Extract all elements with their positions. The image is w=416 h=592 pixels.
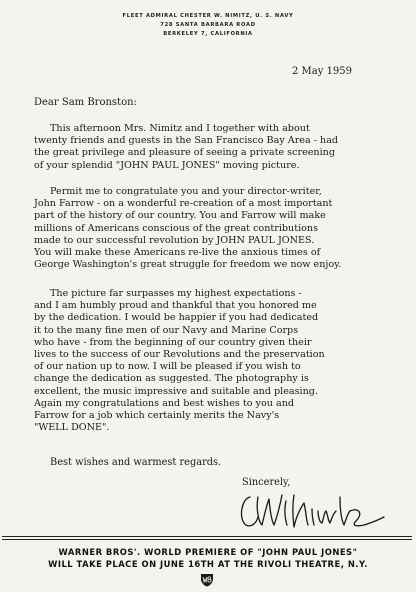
paragraph-line: Permit me to congratulate you and your director-writer,: [50, 186, 322, 197]
paragraph-line: millions of Americans conscious of the great contributions: [34, 222, 319, 234]
warner-bros-logo-icon: [200, 573, 214, 587]
letter-date: 2 May 1959: [292, 66, 353, 77]
letterhead-street: 728 SANTA BARBARA ROAD: [160, 22, 256, 28]
paragraph-line: excellent, the music impressive and suitable and pleasing.: [34, 385, 318, 397]
paragraph-line: by the dedication. I would be happier if you had dedicated: [34, 312, 319, 324]
paragraph-line: George Washington's great struggle for freedom we now enjoy.: [34, 259, 342, 271]
paragraph-line: John Farrow - on a wonderful re-creation of a most important: [34, 198, 333, 210]
paragraph-2: [34, 186, 400, 271]
paragraph-line: the great privilege and pleasure of seeing a private screening: [34, 147, 335, 159]
paragraph-line: Again my congratulations and best wishes to you and: [34, 397, 295, 409]
paragraph-line: who have - from the beginning of our country given their: [34, 336, 312, 348]
paragraph-line: twenty friends and guests in the San Francisco Bay Area - had: [34, 135, 339, 147]
letterhead-city: BERKELEY 7, CALIFORNIA: [163, 31, 253, 37]
letterhead: [0, 12, 416, 39]
paragraph-line: This afternoon Mrs. Nimitz and I together with about: [50, 123, 310, 134]
paragraph-line: it to the many fine men of our Navy and Marine Corps: [34, 324, 299, 336]
paragraph-line: made to our successful revolution by JOHN PAUL JONES.: [34, 234, 315, 246]
paragraph-line: "WELL DONE".: [34, 422, 110, 434]
sign-off: Sincerely,: [242, 477, 291, 488]
paragraph-line: of our nation up to now. I will be pleased if you wish to: [34, 361, 301, 373]
paragraph-3: [34, 288, 400, 434]
paragraph-line: Farrow for a job which certainly merits the Navy's: [34, 410, 280, 422]
footer-divider-bottom: [2, 539, 412, 540]
paragraph-1: [34, 123, 400, 172]
footer-premiere-title: WARNER BROS'. WORLD PREMIERE OF "JOHN PAUL JONES": [58, 547, 358, 557]
paragraph-line: change the dedication as suggested. The photography is: [34, 373, 309, 385]
paragraph-line: part of the history of our country. You and Farrow will make: [34, 210, 326, 222]
letterhead-name: FLEET ADMIRAL CHESTER W. NIMITZ, U. S. NAVY: [122, 13, 294, 19]
footer-divider-top: [2, 536, 412, 537]
paragraph-line: You will make these Americans re-live the anxious times of: [34, 247, 321, 259]
salutation: Dear Sam Bronston:: [34, 97, 137, 108]
paragraph-line: lives to the success of our Revolutions and the preservation: [34, 349, 325, 361]
paragraph-line: The picture far surpasses my highest expectations -: [50, 288, 302, 299]
paragraph-line: of your splendid "JOHN PAUL JONES" moving picture.: [34, 159, 300, 171]
paragraph-line: and I am humbly proud and thankful that you honored me: [34, 300, 317, 312]
closing-line: Best wishes and warmest regards.: [50, 457, 222, 468]
footer-premiere-venue: WILL TAKE PLACE ON JUNE 16TH AT THE RIVOLI THEATRE, N.Y.: [48, 559, 368, 569]
signature-icon: [236, 487, 386, 533]
